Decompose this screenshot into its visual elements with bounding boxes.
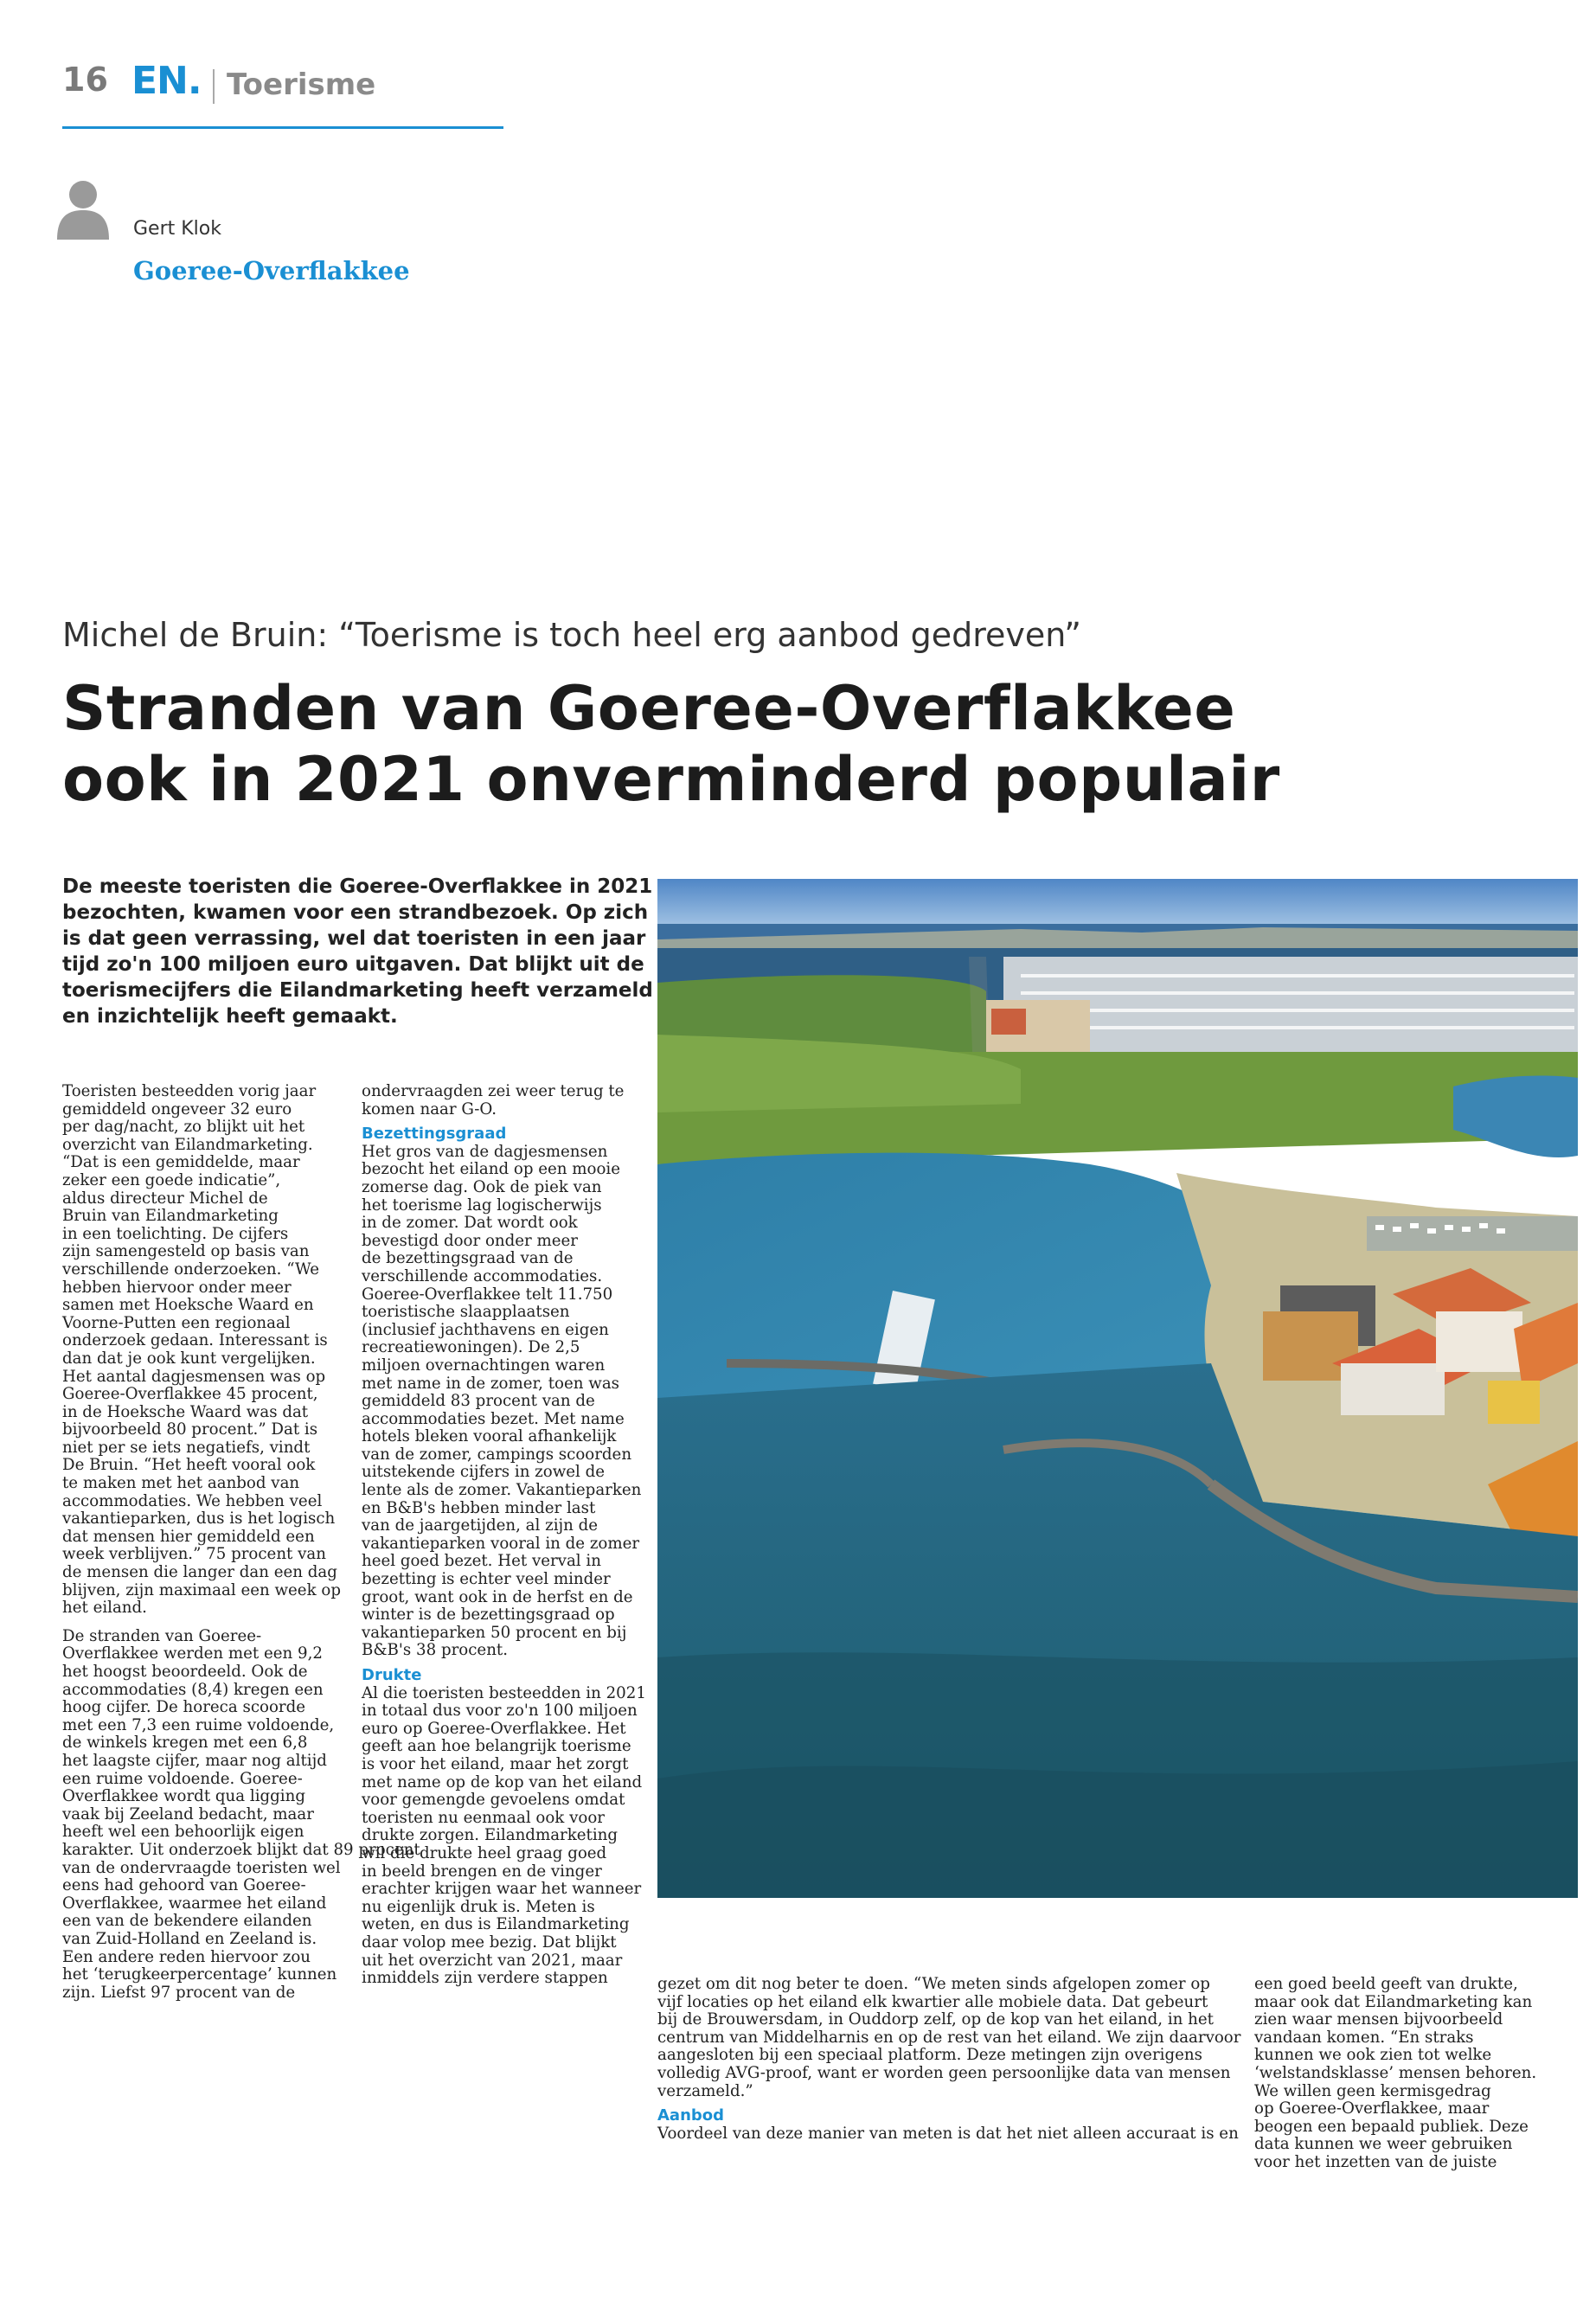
body-line: voor gemengde gevoelens omdat	[362, 1791, 625, 1810]
body-line: drukte zorgen. Eilandmarketing	[362, 1826, 618, 1845]
body-line: lente als de zomer. Vakantieparken	[362, 1481, 642, 1500]
person-silhouette-icon	[55, 177, 111, 240]
body-line: Bruin van Eilandmarketing	[62, 1207, 279, 1226]
subheading: Aanbod	[657, 2106, 725, 2125]
body-line: kunnen we ook zien tot welke	[1254, 2046, 1492, 2065]
body-line: Toeristen besteedden vorig jaar	[62, 1082, 317, 1100]
section-label: Toerisme	[227, 67, 376, 102]
body-line: vakantieparken, dus is het logisch	[62, 1509, 336, 1529]
body-line: gemiddeld ongeveer 32 euro	[62, 1099, 292, 1118]
body-line: Een andere reden hiervoor zou	[62, 1947, 311, 1966]
body-line: De Bruin. “Het heeft vooral ook	[62, 1456, 316, 1475]
body-line: Voorne-Putten een regionaal	[62, 1313, 291, 1332]
body-line: daar volop mee bezig. Dat blijkt	[362, 1932, 617, 1952]
body-line: aldus directeur Michel de	[62, 1189, 268, 1208]
body-line: weten, en dus is Eilandmarketing	[362, 1915, 630, 1934]
author-name: Gert Klok	[133, 218, 221, 240]
body-line: toeristen nu eenmaal ook voor	[362, 1808, 605, 1827]
body-line: week verblijven.” 75 procent van	[62, 1545, 326, 1564]
body-line: We willen geen kermisgedrag	[1254, 2081, 1491, 2100]
body-line: en B&B's hebben minder last	[362, 1498, 596, 1517]
body-line: een van de bekendere eilanden	[62, 1912, 312, 1931]
body-line: de bezettingsgraad van de	[362, 1249, 574, 1268]
body-line: vandaan komen. “En straks	[1254, 2028, 1474, 2047]
body-line: de mensen die langer dan een dag	[62, 1563, 337, 1582]
body-line: in beeld brengen en de vinger	[362, 1862, 602, 1881]
body-line: uit het overzicht van 2021, maar	[362, 1951, 623, 1970]
body-line: een ruime voldoende. Goeree-	[62, 1769, 303, 1788]
header-rule	[62, 126, 503, 129]
body-line: onderzoek gedaan. Interessant is	[62, 1331, 328, 1350]
body-line: maar ook dat Eilandmarketing kan	[1254, 1992, 1533, 2011]
body-line: met name op de kop van het eiland	[362, 1772, 643, 1791]
body-line: vaak bij Zeeland bedacht, maar	[62, 1804, 314, 1823]
headline-line: ook in 2021 onverminderd populair	[62, 744, 1280, 815]
article-headline	[62, 673, 1533, 815]
body-line: Overflakkee, waarmee het eiland	[62, 1894, 327, 1913]
body-line: De stranden van Goeree-	[62, 1626, 262, 1645]
header-separator	[213, 69, 215, 104]
body-line: zeker een goede indicatie”,	[62, 1170, 281, 1189]
article-kicker: Michel de Bruin: “Toerisme is toch heel erg aanbod gedreven”	[62, 616, 1081, 654]
body-line: het eiland.	[62, 1599, 147, 1618]
body-line: vakantieparken vooral in de zomer	[362, 1534, 640, 1553]
body-line: Voordeel van deze manier van meten is dat het niet alleen accuraat is en	[657, 2124, 1239, 2143]
body-line: aangesloten bij een speciaal platform. Deze metingen zijn overigens	[657, 2046, 1202, 2065]
body-line: zomerse dag. Ook de piek van	[362, 1177, 602, 1196]
body-line: Het gros van de dagjesmensen	[362, 1142, 608, 1161]
paragraph-gap	[62, 1618, 339, 1628]
body-line: op Goeree-Overflakkee, maar	[1254, 2099, 1490, 2118]
body-line: verschillende accommodaties.	[362, 1266, 603, 1285]
region-label: Goeree-Overflakkee	[133, 256, 410, 285]
body-line: bevestigd door onder meer	[362, 1231, 578, 1250]
body-line: winter is de bezettingsgraad op	[362, 1606, 615, 1625]
body-line: hebben hiervoor onder meer	[62, 1278, 292, 1297]
body-line: “Dat is een gemiddelde, maar	[62, 1153, 300, 1172]
body-line: uitstekende cijfers in zowel de	[362, 1463, 606, 1482]
body-line: groot, want ook in de herfst en de	[362, 1587, 633, 1606]
intro-line: tijd zo'n 100 miljoen euro uitgaven. Dat blijkt uit de	[62, 953, 644, 976]
body-line: euro op Goeree-Overflakkee. Het	[362, 1719, 626, 1738]
intro-line: De meeste toeristen die Goeree-Overflakkee in 2021	[62, 875, 653, 898]
body-line: verschillende onderzoeken. “We	[62, 1259, 319, 1279]
body-line: overzicht van Eilandmarketing.	[62, 1135, 313, 1154]
body-line: accommodaties (8,4) kregen een	[62, 1680, 324, 1699]
body-column-4	[1254, 1976, 1540, 2172]
body-line: recreatiewoningen). De 2,5	[362, 1338, 580, 1357]
body-line: een goed beeld geeft van drukte,	[1254, 1975, 1518, 1993]
body-line: Overflakkee werden met een 9,2	[62, 1644, 323, 1663]
body-line: het ‘terugkeerpercentage’ kunnen	[62, 1965, 337, 1984]
body-line: per dag/nacht, zo blijkt uit het	[62, 1118, 305, 1137]
body-line: B&B's 38 procent.	[362, 1641, 508, 1660]
body-column-2	[362, 1082, 646, 1988]
body-line: bezocht het eiland op een mooie	[362, 1160, 620, 1179]
body-line: in een toelichting. De cijfers	[62, 1224, 289, 1243]
newspaper-logo: EN.	[131, 59, 202, 103]
body-line: hoog cijfer. De horeca scoorde	[62, 1698, 306, 1717]
intro-line: is dat geen verrassing, wel dat toeristen in een jaar	[62, 927, 646, 950]
body-line: geeft aan hoe belangrijk toerisme	[362, 1737, 631, 1756]
body-line: van Zuid-Holland en Zeeland is.	[62, 1929, 317, 1948]
body-line: volledig AVG-proof, want er worden geen persoonlijke data van mensen	[657, 2063, 1231, 2082]
body-line: zijn samengesteld op basis van	[62, 1242, 310, 1261]
body-line: te maken met het aanbod van	[62, 1474, 300, 1493]
body-line: miljoen overnachtingen waren	[362, 1356, 606, 1375]
body-line: zien waar mensen bijvoorbeeld	[1254, 2010, 1503, 2029]
body-line: in totaal dus voor zo'n 100 miljoen	[362, 1702, 638, 1721]
body-line: met name in de zomer, toen was	[362, 1374, 620, 1393]
body-line: verzameld.”	[657, 2081, 753, 2100]
body-line: voor het inzetten van de juiste	[1254, 2152, 1497, 2171]
body-line: erachter krijgen waar het wanneer	[362, 1880, 642, 1899]
body-line: Goeree-Overflakkee 45 procent,	[62, 1385, 318, 1404]
body-line: heeft wel een behoorlijk eigen	[62, 1823, 304, 1842]
aerial-beach-harbour-photo	[657, 879, 1578, 1898]
intro-line: bezochten, kwamen voor een strandbezoek. Op zich	[62, 901, 649, 924]
body-line: is voor het eiland, maar het zorgt	[362, 1754, 629, 1773]
body-line: zijn. Liefst 97 procent van de	[62, 1983, 296, 2002]
body-line: dan dat je ook kunt vergelijken.	[62, 1349, 316, 1368]
body-line: (inclusief jachthavens en eigen	[362, 1320, 609, 1339]
body-line: gezet om dit nog beter te doen. “We meten sinds afgelopen zomer op	[657, 1975, 1210, 1993]
body-line: vakantieparken 50 procent en bij	[362, 1623, 627, 1642]
subheading: Bezettingsgraad	[362, 1125, 507, 1144]
body-line: centrum van Middelharnis en op de rest van het eiland. We zijn daarvoor	[657, 2028, 1241, 2047]
body-line: Goeree-Overflakkee telt 11.750	[362, 1285, 613, 1304]
body-line: data kunnen we weer gebruiken	[1254, 2135, 1513, 2154]
article-intro	[62, 874, 653, 1029]
intro-line: en inzichtelijk heeft gemaakt.	[62, 1005, 398, 1028]
body-line: heel goed bezet. Het verval in	[362, 1552, 601, 1571]
body-column-3	[657, 1976, 1263, 2143]
body-line: Overflakkee wordt qua ligging	[62, 1787, 305, 1806]
body-line: karakter. Uit onderzoek blijkt dat 89 procent	[62, 1840, 420, 1859]
body-line: toeristische slaapplaatsen	[362, 1303, 570, 1322]
body-line: niet per se iets negatiefs, vindt	[62, 1438, 311, 1457]
body-line: accommodaties bezet. Met name	[362, 1409, 625, 1428]
body-line: bijvoorbeeld 80 procent.” Dat is	[62, 1420, 318, 1439]
body-line: ‘welstandsklasse’ mensen behoren.	[1254, 2063, 1537, 2082]
body-line: bezetting is echter veel minder	[362, 1570, 611, 1589]
headline-line: Stranden van Goeree-Overflakkee	[62, 673, 1236, 744]
body-line: de winkels kregen met een 6,8	[62, 1734, 308, 1753]
page-number: 16	[62, 61, 108, 99]
body-line: samen met Hoeksche Waard en	[62, 1296, 314, 1315]
body-line: gemiddeld 83 procent van de	[362, 1392, 595, 1411]
intro-line: toerismecijfers die Eilandmarketing heeft verzameld	[62, 979, 653, 1002]
body-line: accommodaties. We hebben veel	[62, 1491, 323, 1510]
body-line: eens had gehoord van Goeree-	[62, 1876, 306, 1895]
body-line: van de ondervraagde toeristen wel	[62, 1858, 341, 1877]
body-line: het hoogst beoordeeld. Ook de	[62, 1663, 308, 1681]
body-line: ondervraagden zei weer terug te	[362, 1082, 625, 1100]
body-line: in de zomer. Dat wordt ook	[362, 1214, 578, 1233]
body-line: komen naar G-O.	[362, 1099, 497, 1118]
subheading: Drukte	[362, 1666, 422, 1684]
body-line: hotels bleken vooral afhankelijk	[362, 1427, 617, 1446]
body-line: dat mensen hier gemiddeld een	[62, 1527, 315, 1546]
body-line: blijven, zijn maximaal een week op	[62, 1580, 341, 1599]
body-line: van de zomer, campings scoorden	[362, 1445, 632, 1464]
body-line: Al die toeristen besteedden in 2021	[362, 1683, 646, 1702]
body-line: Het aantal dagjesmensen was op	[62, 1367, 326, 1386]
body-line: vijf locaties op het eiland elk kwartier alle mobiele data. Dat gebeurt	[657, 1992, 1208, 2011]
body-line: het laagste cijfer, maar nog altijd	[62, 1751, 327, 1770]
body-line: beogen een bepaald publiek. Deze	[1254, 2117, 1529, 2136]
body-line: nu eigenlijk druk is. Meten is	[362, 1897, 595, 1916]
body-line: inmiddels zijn verdere stappen	[362, 1969, 608, 1988]
body-line: in de Hoeksche Waard was dat	[62, 1402, 309, 1421]
body-line: van de jaargetijden, al zijn de	[362, 1516, 599, 1535]
body-line: bij de Brouwersdam, in Ouddorp zelf, op de kop van het eiland, in het	[657, 2010, 1214, 2029]
body-line: met een 7,3 een ruime voldoende,	[62, 1715, 335, 1734]
body-line: het toerisme lag logischerwijs	[362, 1195, 602, 1215]
body-line: wil die drukte heel graag goed	[362, 1843, 607, 1862]
